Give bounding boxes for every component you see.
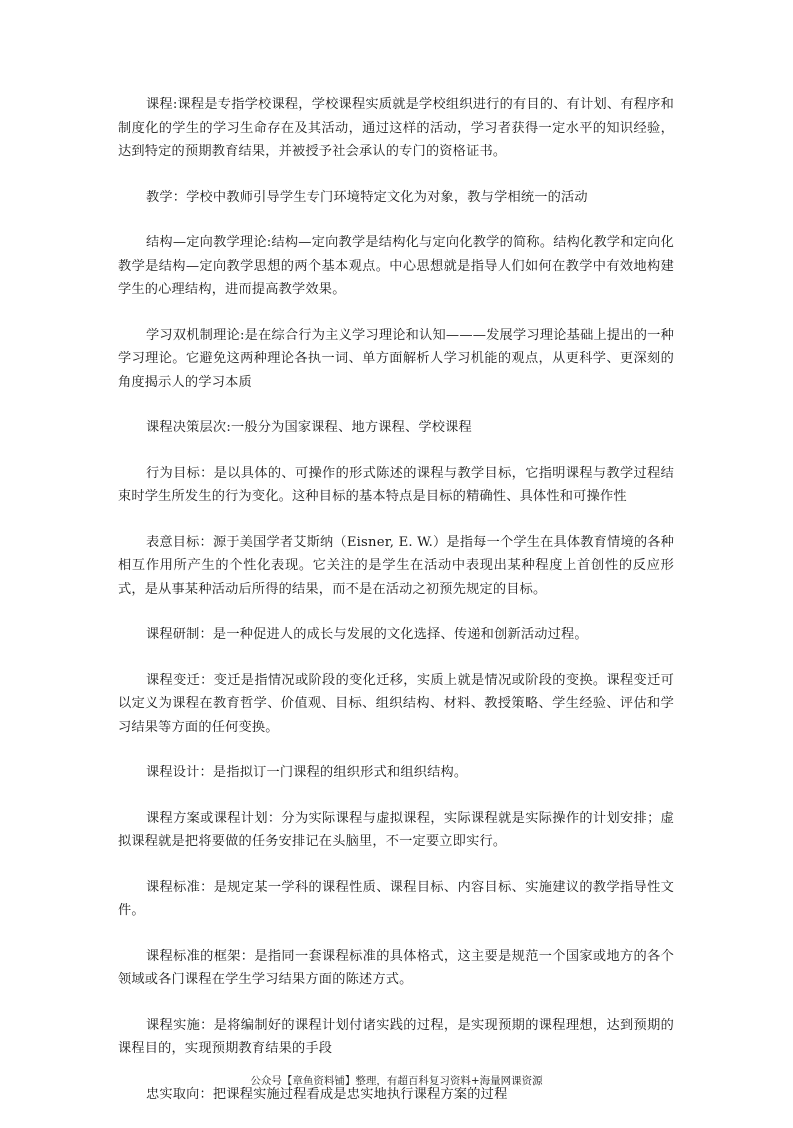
paragraph-course-plan: 课程方案或课程计划：分为实际课程与虚拟课程，实际课程就是实际操作的计划安排；虚拟课程就是把将要做的任务安排记在头脑里，不一定要立即实行。 — [118, 810, 674, 849]
paragraph-fidelity-orientation: 忠实取向：把课程实施过程看成是忠实地执行课程方案的过程 — [146, 1086, 508, 1102]
document-body — [118, 93, 674, 1128]
paragraph-course-standard: 课程标准：是规定某一学科的课程性质、课程目标、内容目标、实施建议的教学指导性文件。 — [118, 879, 674, 918]
paragraph-course: 课程:课程是专指学校课程，学校课程实质就是学校组织进行的有目的、有计划、有程序和制度化的学生的学习生命存在及其活动，通过这样的活动，学习者获得一定水平的知识经验，达到特定的预期教育结果，并被授予社会承认的专门的资格证书。 — [118, 97, 674, 159]
paragraph-behavioral-objective: 行为目标：是以具体的、可操作的形式陈述的课程与教学目标，它指明课程与教学过程结束时学生所发生的行为变化。这种目标的基本特点是目标的精确性、具体性和可操作性 — [118, 465, 674, 504]
paragraph-dual-mechanism: 学习双机制理论:是在综合行为主义学习理论和认知———发展学习理论基础上提出的一种学习理论。它避免这两种理论各执一词、单方面解析人学习机能的观点，从更科学、更深刻的角度揭示人的学习本质 — [118, 327, 674, 390]
paragraph-course-design: 课程设计：是指拟订一门课程的组织形式和组织结构。 — [146, 765, 468, 780]
paragraph-standard-framework: 课程标准的框架：是指同一套课程标准的具体格式，这主要是规范一个国家或地方的各个领域或各门课程在学生学习结果方面的陈述方式。 — [118, 948, 674, 987]
paragraph-teaching: 教学：学校中教师引导学生专门环境特定文化为对象，教与学相统一的活动 — [146, 189, 588, 205]
paragraph-decision-levels: 课程决策层次:一般分为国家课程、地方课程、学校课程 — [146, 420, 472, 435]
paragraph-structure-orientation: 结构—定向教学理论:结构—定向教学是结构化与定向化教学的简称。结构化教学和定向化教学是结构—定向教学思想的两个基本观点。中心思想就是指导人们如何在教学中有效地构建学生的心理结构，进而提高教学效果。 — [118, 235, 674, 297]
paragraph-course-implementation: 课程实施：是将编制好的课程计划付诸实践的过程，是实现预期的课程理想，达到预期的课程目的，实现预期教育结果的手段 — [118, 1017, 674, 1056]
paragraph-course-development: 课程研制：是一种促进人的成长与发展的文化选择、传递和创新活动过程。 — [146, 627, 588, 642]
page-footer: 公众号【章鱼资料铺】整理，有超百科复习资料+海量网课资源 — [250, 1075, 543, 1087]
paragraph-course-change: 课程变迁：变迁是指情况或阶段的变化迁移，实质上就是情况或阶段的变换。课程变迁可以定义为课程在教育哲学、价值观、目标、组织结构、材料、教授策略、学生经验、评估和学习结果等方面的任何变换。 — [118, 672, 674, 735]
paragraph-expressive-objective: 表意目标：源于美国学者艾斯纳（Eisner, E. W.）是指每一个学生在具体教育情境的各种相互作用所产生的个性化表现。它关注的是学生在活动中表现出某种程度上首创性的反应形式，是从事某种活动后所得的结果，而不是在活动之初预先规定的目标。 — [118, 534, 674, 597]
